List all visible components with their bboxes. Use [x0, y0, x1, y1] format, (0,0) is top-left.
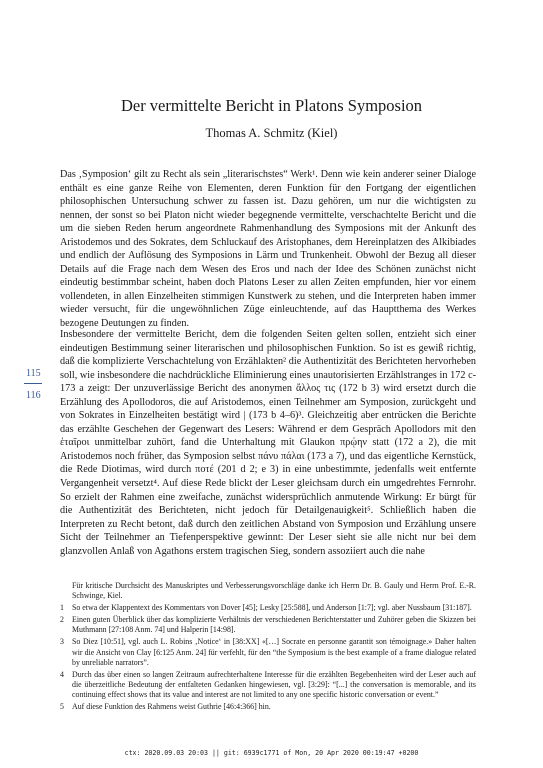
footnotes-list — [60, 581, 476, 714]
footnote-4 — [60, 670, 476, 701]
footnote-number: 5 — [60, 702, 64, 712]
article-author: Thomas A. Schmitz (Kiel) — [205, 126, 338, 140]
footnote-text: Durch das über einen so langen Zeitraum aufrechterhaltene Interesse für die erzählten Begebenheiten wird der Leser auch auf die überzeitliche Bedeutung der entfalteten Gedanken hingewiesen, vgl. [3:29]: “[...] the conversation is memorable, and its continuing effect shows that its value and interest are not limited to any one specific historic conversation or event.” — [72, 669, 476, 700]
footnote-3 — [60, 637, 476, 668]
footnote-text: So etwa der Klappentext des Kommentars von Dover [45]; Lesky [25:588], und Anderson [1:7]; vgl. aber Nussbaum [31:187]. — [72, 603, 472, 613]
body-paragraph-1: Das ‚Symposion‘ gilt zu Recht als sein „literarischstes“ Werk¹. Denn wie kein anderer seiner Dialoge enthält es eine ganze Reihe von Elementen, deren Funktion für den Fortgang der eigentlichen philosophischen Untersuchung schwer zu fassen ist. Dazu gehören, um nur die wichtigsten zu nennen, der sonst so bei Platon nicht wieder begegnende vermittelte, verschachtelte Bericht und die um die sieben Reden herum angeordnete Rahmenhandlung des Symposions mit der Ankunft des Aristodemos und des Sokrates, dem Schluckauf des Aristophanes, dem Hereinplatzen des Alkibiades und endlich der Auflösung des Symposions in Lärm und Trunkenheit. Obwohl der Bezug all dieser Details auf die Frage nach dem Wesen des Eros und nach der Idee des Schönen zunächst nicht eindeutig bestimmbar scheint, haben doch Platons Leser zu allen Zeiten empfunden, hier vor einem vollendeten, in allen Einzelheiten stimmigen Kunstwerk zu stehen, und die Interpreten haben immer wieder versucht, für die ungewöhnlichen Züge einleuchtende, auf das Hauptthema des Werkes bezogene Deutungen zu finden. — [60, 169, 476, 330]
footnote-number: 2 — [60, 615, 64, 625]
footnote-5 — [60, 702, 476, 712]
margin-page-break-rule — [24, 383, 42, 384]
margin-page-number-116: 116 — [26, 390, 41, 401]
footnote-2 — [60, 615, 476, 636]
footnote-number: 4 — [60, 669, 64, 679]
footnote-number: 1 — [60, 603, 64, 613]
footnote-1 — [60, 603, 476, 613]
article-title: Der vermittelte Bericht in Platons Symposion — [120, 96, 423, 115]
build-info-footer: ctx: 2020.09.03 20:03 || git: 6939c1771 of Mon, 20 Apr 2020 00:19:47 +0200 — [124, 749, 419, 757]
footnote-text: Auf diese Funktion des Rahmens weist Guthrie [46:4:366] hin. — [72, 702, 271, 712]
footnote-acknowledgment — [60, 581, 476, 602]
body-paragraph-2: Insbesondere der vermittelte Bericht, dem die folgenden Seiten gelten sollen, entzieht sich einer eindeutigen Bestimmung seiner literarischen und philosophischen Funktion. So ist es gewiß richtig, daß die komplizierte Verschachtelung von Erzählakten² die Authentizität des Berichteten hervorheben soll, wie insbesondere die nachdrückliche Eliminierung eines unautorisierten Erzählstranges in 172 c-173 a zeigt: Der unzuverlässige Bericht des anonymen ἄλλος τις (172 b 3) wird ersetzt durch die Erzählung des Apollodoros, die auf Aristodemos, einen Teilnehmer am Symposion, zurückgeht und von Sokrates in Einzelheiten bestätigt wird | (173 b 4–6)³. Gleichzeitig aber entrücken die Berichte das erzählte Geschehen der Gegenwart des Lesers: Während er dem Gespräch Apollodors mit den ἑταῖροι unmittelbar zuhört, fand die Unterhaltung mit Glaukon πρῴην statt (172 a 2), die mit Aristodemos noch früher, das Symposion selbst πάνυ πάλαι (173 a 7), und das eigentliche Kernstück, die Rede Diotimas, wird durch ποτέ (201 d 2; e 3) in eine unbestimmte, jedenfalls weit entfernte Vergangenheit versetzt⁴. Auf diese Rede blickt der Leser gleichsam durch ein umgedrehtes Fernrohr. So erzielt der Rahmen eine zweifache, zunächst widersprüchlich anmutende Wirkung: Er bürgt für die Authentizität des Berichteten, nicht jedoch für Detailgenauigkeit⁵. Schließlich haben die Interpreten zu Recht betont, daß durch den zeitlichen Abstand von Symposion und Erzählung unsere Sicht der Teilnehmer an Tiefenperspektive gewinnt: Der Leser sieht sie alle nicht nur bei dem glanzvollen Anlaß von Agathons erstem tragischen Sieg, sondern assoziiert auch die nahe — [60, 329, 476, 557]
margin-page-number-115: 115 — [26, 368, 41, 379]
footnote-text: Einen guten Überblick über das komplizierte Verhältnis der verschiedenen Berichterstatter und Zuhörer geben die Skizzen bei Muthmann [27:108 Anm. 74] und Halperin [14:98]. — [72, 615, 476, 635]
footnote-text: Für kritische Durchsicht des Manuskriptes und Verbesserungsvorschläge danke ich Herrn Dr. B. Gauly und Herrn Prof. E.-R. Schwinge, Kiel. — [72, 581, 476, 601]
footnote-number: 3 — [60, 637, 64, 647]
footnote-text: So Diez [10:51], vgl. auch L. Robins ‚Notice‘ in [38:XX] «[…] Socrate en personne garantit son témoignage.» Daher halten wir die Ansicht von Clay [6:125 Anm. 24] für verfehlt, für den “the Symposium is the best example of a frame dialogue related by unreliable narrators”. — [72, 637, 476, 667]
